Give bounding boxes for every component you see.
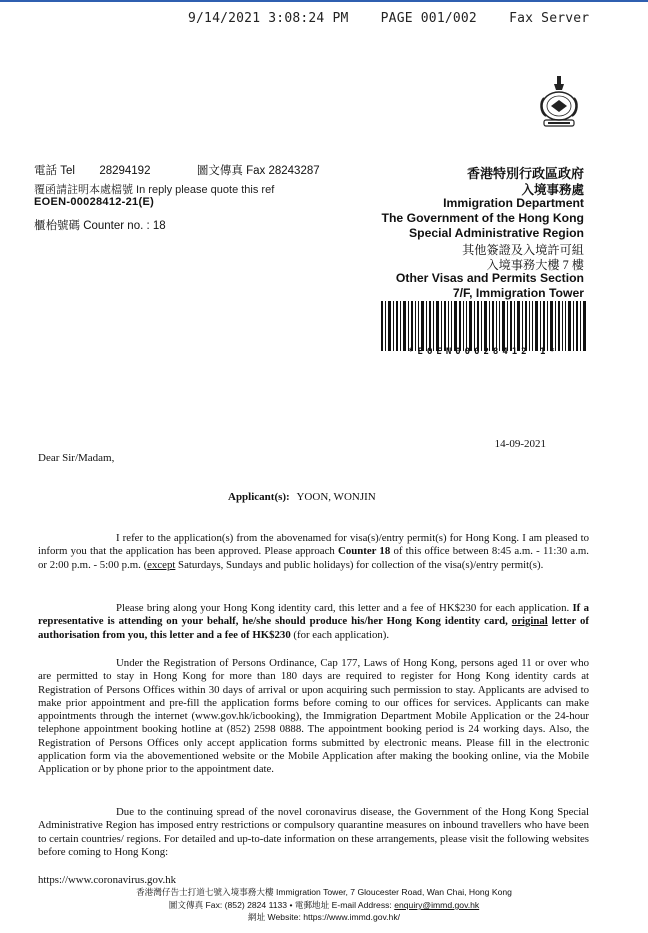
- tel-label: 電話 Tel: [34, 165, 75, 177]
- p2-bold-d: letter of authorisation from you, this letter and a fee of HK$230: [38, 615, 589, 641]
- hksar-emblem-icon: [538, 76, 580, 134]
- letter-date: 14-09-2021: [494, 438, 546, 450]
- counter-highlight: Counter 18: [338, 545, 391, 558]
- window-top-border: [0, 0, 648, 6]
- ref-label: 覆函請註明本處檔號 In reply please quote this ref: [34, 184, 275, 196]
- salutation: Dear Sir/Madam,: [38, 452, 115, 464]
- p2-bold-b: If a representative is attending on your behalf, he/she should produce his/her Hong Kong identity card,: [38, 602, 589, 628]
- chinese-section-name: 其他簽證及入境許可組: [462, 243, 584, 257]
- section-name: Other Visas and Permits Section: [395, 271, 584, 285]
- applicant-label: Applicant(s):: [228, 491, 290, 503]
- chinese-floor: 入境事務大樓 7 樓: [486, 258, 584, 272]
- dept-name: Immigration Department: [443, 196, 584, 210]
- chinese-dept-name: 入境事務處: [521, 183, 584, 197]
- tel-line: [34, 162, 320, 178]
- barcode-icon: [381, 301, 586, 351]
- applicant-name: YOON, WONJIN: [296, 491, 376, 503]
- region-name: Special Administrative Region: [409, 226, 584, 240]
- p1-text-a: I refer to the application(s) from the abovenamed for visa(s)/entry permit(s) for Hong Kong. I am pleased to inform you that the application has been approved. Please approach: [38, 532, 589, 558]
- fax-header: 9/14/2021 3:08:24 PM PAGE 001/002 Fax Server: [188, 11, 590, 26]
- p2-text-a: Please bring along your Hong Kong identity card, this letter and a fee of HK$230 for each application.: [116, 602, 573, 614]
- footer-contact: [0, 899, 648, 911]
- footer-fax-email-label: 圖文傳真 Fax: (852) 2824 1133 • 電郵地址 E-mail Address:: [168, 900, 395, 910]
- applicant-line: [228, 491, 376, 503]
- reference-number: EOEN-00028412-21(E): [34, 196, 155, 208]
- footer-website[interactable]: 網址 Website: https://www.immd.gov.hk/: [247, 912, 401, 922]
- p1-text-c: of this office between 8:45 a.m. - 11:30 a.m. or 2:00 p.m. - 5:00 p.m. (: [38, 545, 589, 571]
- original-underlined: original: [511, 615, 548, 628]
- except-underlined: except: [147, 558, 176, 571]
- counter-number: 18: [152, 220, 166, 232]
- tel-number: 28294192: [99, 165, 151, 177]
- p1-text-e: Saturdays, Sundays and public holidays) for collection of the visa(s)/entry permit(s).: [175, 558, 544, 571]
- govt-name: The Government of the Hong Kong: [381, 211, 584, 225]
- paragraph-covid: Due to the continuing spread of the novel coronavirus disease, the Government of the Hong Kong Special Administrative Region has imposed entry restrictions or compulsory quarantine measures on inbound travellers who have been to certain countries/ regions. For detailed and up-to-date information on these arrangements, please visit the following websites before coming to Hong Kong:: [38, 806, 589, 858]
- floor-name: 7/F, Immigration Tower: [452, 286, 584, 300]
- paragraph-registration: Under the Registration of Persons Ordinance, Cap 177, Laws of Hong Kong, persons aged 11 or over who are permitted to stay in Hong Kong for more than 180 days are required to register for Hong Kong identity cards at Registration of Persons Offices within 30 days of arrival or upon acquiring such permission to stay. Applicants are advised to make prior appointment and pre-fill the application forms before coming to our offices for services. Applicants can make appointments through the internet (www.gov.hk/icbooking), the Immigration Department Mobile Application or the 24-hour telephone appointment booking hotline at (852) 2598 0888. The appointment booking period is 24 working days. Also, the Registration of Persons Offices only accept application forms submitted by electronic means. Please fill in the electronic application form via the abovementioned website or the Mobile Application after making the booking online, via the Mobile Application or by phone prior to the appointment date.: [38, 657, 589, 776]
- counter-label: 櫃枱號碼 Counter no. :: [34, 220, 150, 232]
- barcode-text: *EOEN00028412 1*: [408, 347, 559, 357]
- footer-address: 香港灣仔告士打道七號入境事務大樓 Immigration Tower, 7 Gloucester Road, Wan Chai, Hong Kong: [136, 887, 512, 897]
- fax-label: 圖文傳真 Fax: [196, 165, 266, 177]
- footer-email-link[interactable]: enquiry@immd.gov.hk: [394, 900, 480, 910]
- fax-number: 28243287: [268, 165, 320, 177]
- coronavirus-link[interactable]: https://www.coronavirus.gov.hk: [38, 874, 177, 886]
- paragraph-documents: [38, 602, 589, 642]
- counter-line: [34, 217, 166, 233]
- p2-text-e: (for each application).: [290, 628, 390, 641]
- paragraph-approval: [38, 532, 589, 572]
- chinese-govt-name: 香港特別行政區政府: [466, 166, 584, 181]
